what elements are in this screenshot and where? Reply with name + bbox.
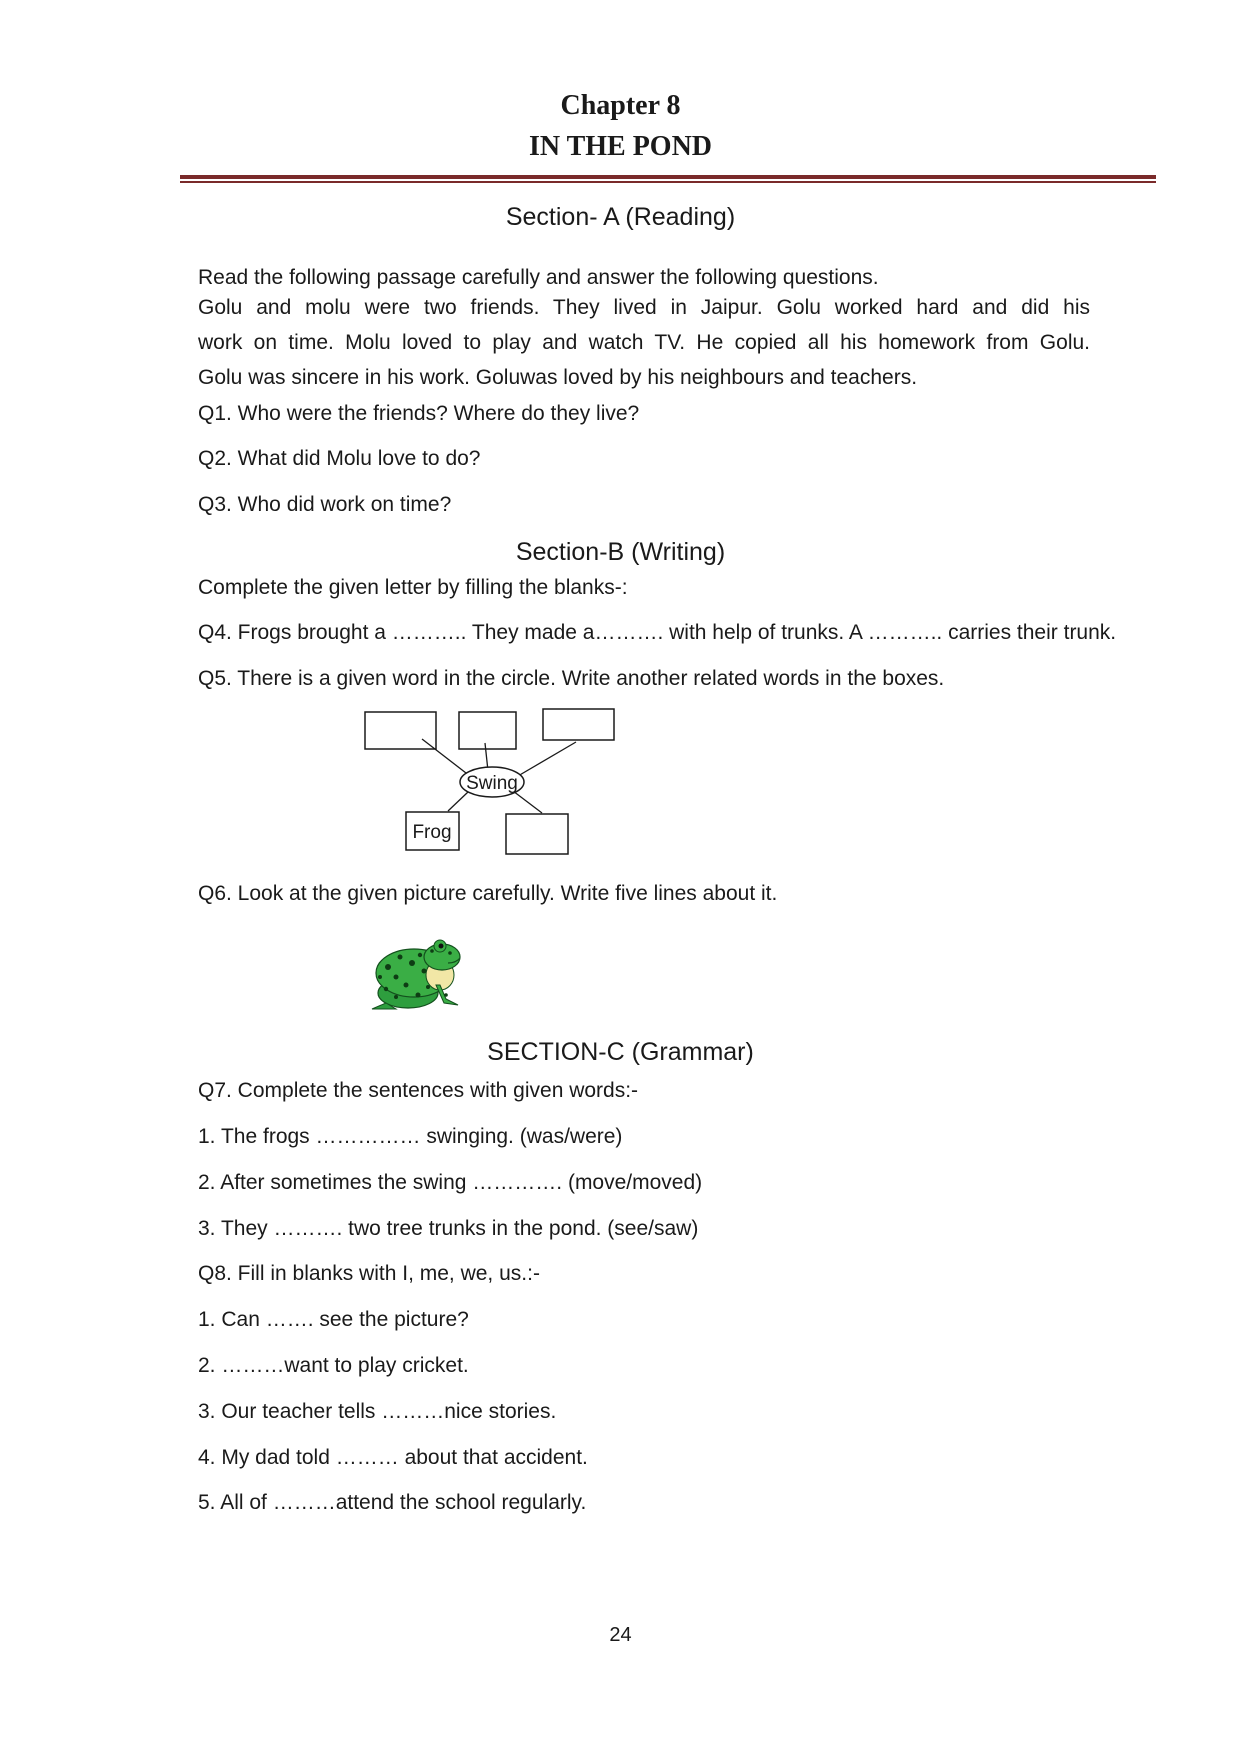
passage-line: Golu was sincere in his work. Goluwas loved by his neighbours and teachers. (198, 366, 918, 389)
q8-item: 5. All of ………attend the school regularly. (198, 1491, 587, 1514)
web-box-blank[interactable] (365, 712, 436, 749)
question-q6: Q6. Look at the given picture carefully. Write five lines about it. (198, 882, 778, 905)
web-connector (513, 791, 542, 813)
question-q3: Q3. Who did work on time? (198, 493, 452, 516)
title-divider-thick (180, 175, 1156, 179)
question-q4: Q4. Frogs brought a ……….. They made a………. with help of trunks. A ……….. carries their trunk. (198, 621, 1117, 644)
q7-item: 1. The frogs …………… swinging. (was/were) (198, 1125, 623, 1148)
web-connector (518, 742, 576, 776)
section-b-instruction: Complete the given letter by filling the blanks-: (198, 576, 628, 599)
q8-item: 4. My dad told ……… about that accident. (198, 1446, 588, 1469)
section-b-heading: Section-B (Writing) (515, 538, 726, 566)
web-box-blank[interactable] (543, 709, 614, 740)
q7-item: 3. They ………. two tree trunks in the pond. (see/saw) (198, 1217, 699, 1240)
web-filled-word: Frog (412, 822, 452, 843)
q8-item: 1. Can ……. see the picture? (198, 1308, 469, 1331)
q8-item: 3. Our teacher tells ………nice stories. (198, 1400, 557, 1423)
word-web (360, 705, 620, 855)
q8-item: 2. ………want to play cricket. (198, 1354, 469, 1377)
question-q8: Q8. Fill in blanks with I, me, we, us.:- (198, 1262, 540, 1285)
chapter-title: IN THE POND (528, 131, 713, 162)
web-center-word: Swing (466, 773, 518, 794)
passage-line: Golu and molu were two friends. They lived in Jaipur. Golu worked hard and did his (198, 296, 1090, 319)
chapter-number: Chapter 8 (560, 90, 681, 121)
passage-line: work on time. Molu loved to play and watch TV. He copied all his homework from Golu. (198, 331, 1090, 354)
question-q5: Q5. There is a given word in the circle. Write another related words in the boxes. (198, 667, 945, 690)
web-connector (448, 792, 468, 811)
web-box-blank[interactable] (506, 814, 568, 854)
q7-item: 2. After sometimes the swing …………. (move/moved) (198, 1171, 703, 1194)
frog-icon (366, 933, 470, 1015)
question-q1: Q1. Who were the friends? Where do they live? (198, 402, 640, 425)
question-q7: Q7. Complete the sentences with given words:- (198, 1079, 639, 1102)
web-box-blank[interactable] (459, 712, 516, 749)
section-c-heading: SECTION-C (Grammar) (487, 1038, 754, 1066)
section-a-heading: Section- A (Reading) (505, 203, 736, 231)
question-q2: Q2. What did Molu love to do? (198, 447, 481, 470)
page-number: 24 (609, 1624, 632, 1646)
section-a-instruction: Read the following passage carefully and answer the following questions. (198, 266, 879, 289)
title-divider-thin (180, 181, 1156, 183)
